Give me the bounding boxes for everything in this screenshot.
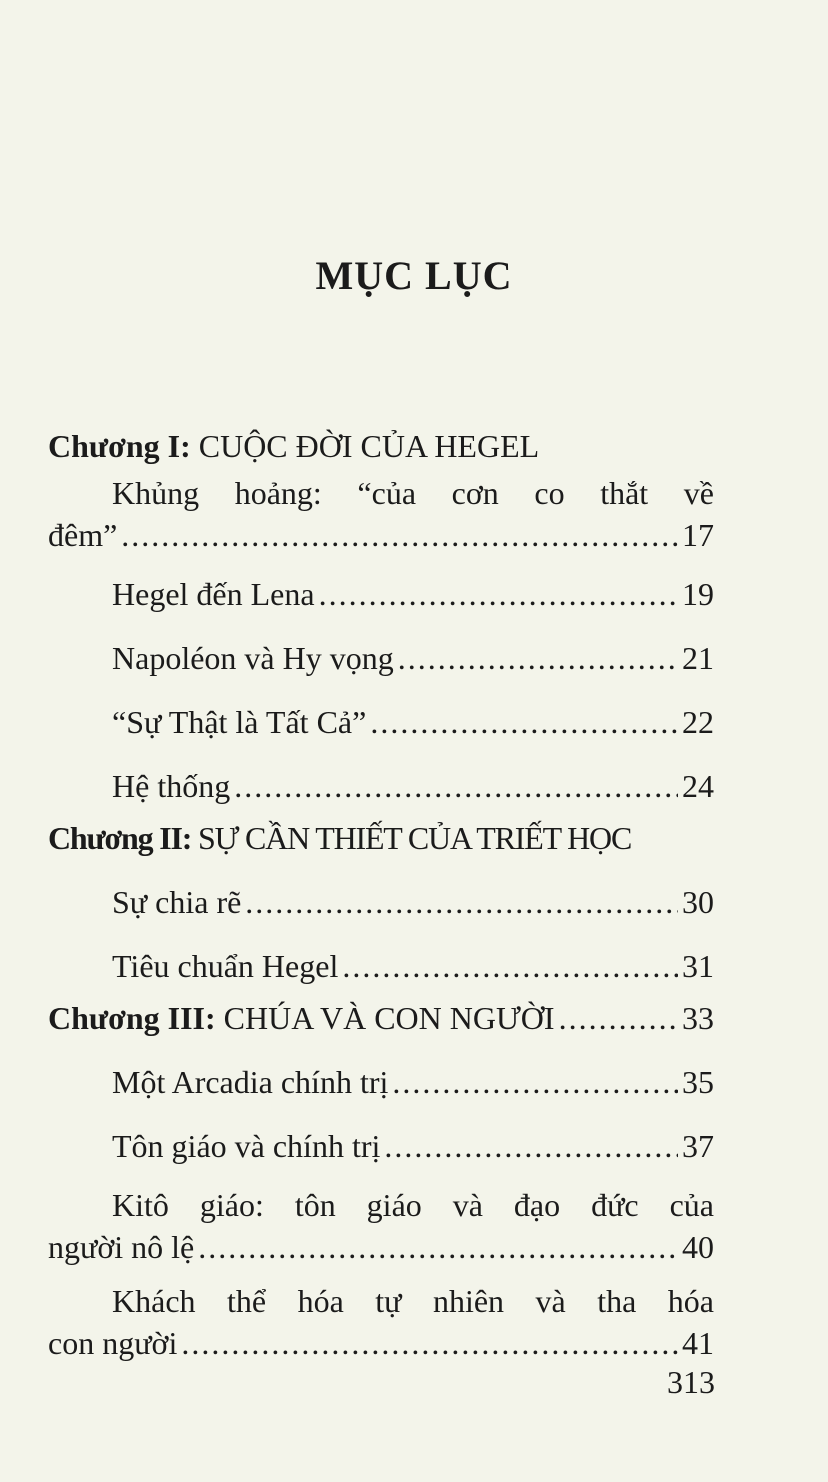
chapter-2-label: Chương II: xyxy=(48,820,192,856)
page-ref: 40 xyxy=(682,1229,714,1265)
page-ref: 33 xyxy=(682,1000,714,1036)
page-number: 313 xyxy=(667,1364,715,1400)
toc-entry-objectification-line2 xyxy=(48,1322,714,1364)
page-ref: 41 xyxy=(682,1325,714,1361)
leader-dots xyxy=(559,992,678,1044)
toc-entry-hegel-standard xyxy=(48,940,714,992)
toc-entry-text: Hegel đến Lena xyxy=(112,576,315,612)
chapter-1-heading xyxy=(48,420,714,472)
page-ref: 22 xyxy=(682,704,714,740)
toc-entry-christianity-line2 xyxy=(48,1226,714,1268)
toc-entry-text: Hệ thống xyxy=(112,768,231,804)
toc-entry-text: Tiêu chuẩn Hegel xyxy=(112,948,339,984)
toc-entry-text: Sự chia rẽ xyxy=(112,884,242,920)
leader-dots xyxy=(245,876,678,928)
toc-entry-crisis xyxy=(48,472,714,556)
leader-dots xyxy=(181,1322,678,1364)
page-ref: 35 xyxy=(682,1064,714,1100)
leader-dots xyxy=(384,1120,678,1172)
toc-entry-objectification-line1: Khách thể hóa tự nhiên và tha hóa xyxy=(112,1283,714,1319)
toc-entry-objectification xyxy=(48,1280,714,1364)
page-ref: 21 xyxy=(682,640,714,676)
toc-entry-napoleon xyxy=(48,632,714,684)
toc-entry-text: “Sự Thật là Tất Cả” xyxy=(112,704,367,740)
leader-dots xyxy=(370,696,678,748)
toc-entry-arcadia xyxy=(48,1056,714,1108)
toc-entry-text: con người xyxy=(48,1325,178,1361)
chapter-1-label: Chương I: xyxy=(48,428,191,464)
chapter-3-heading xyxy=(48,992,714,1044)
chapter-3-label: Chương III: xyxy=(48,1000,216,1036)
toc-entry-text: người nô lệ xyxy=(48,1229,195,1265)
page-ref: 17 xyxy=(682,517,714,553)
toc-entry-division xyxy=(48,876,714,928)
leader-dots xyxy=(121,514,678,556)
toc-entry-text: Tôn giáo và chính trị xyxy=(112,1128,381,1164)
chapter-3-title: CHÚA VÀ CON NGƯỜI xyxy=(223,1000,555,1036)
leader-dots xyxy=(392,1056,678,1108)
toc-entry-text: Napoléon và Hy vọng xyxy=(112,640,394,676)
page-ref: 37 xyxy=(682,1128,714,1164)
chapter-1-title: CUỘC ĐỜI CỦA HEGEL xyxy=(198,428,540,464)
page-ref: 24 xyxy=(682,768,714,804)
toc-entry-crisis-text: đêm” xyxy=(48,517,118,553)
table-of-contents xyxy=(48,416,714,1364)
toc-entry-crisis-line1: Khủng hoảng: “của cơn co thắt về xyxy=(112,475,714,511)
toc-entry-christianity xyxy=(48,1184,714,1268)
toc-entry-religion-politics xyxy=(48,1120,714,1172)
chapter-2-title: SỰ CẦN THIẾT CỦA TRIẾT HỌC xyxy=(198,820,632,856)
toc-entry-lena xyxy=(48,568,714,620)
leader-dots xyxy=(319,568,678,620)
toc-entry-system xyxy=(48,760,714,812)
toc-entry-text: Một Arcadia chính trị xyxy=(112,1064,389,1100)
leader-dots xyxy=(198,1226,678,1268)
toc-entry-christianity-line1: Kitô giáo: tôn giáo và đạo đức của xyxy=(112,1187,714,1223)
page-ref: 19 xyxy=(682,576,714,612)
leader-dots xyxy=(398,632,678,684)
page-ref: 30 xyxy=(682,884,714,920)
page-title: MỤC LỤC xyxy=(315,253,513,298)
chapter-2-heading xyxy=(48,812,714,864)
toc-entry-crisis-line2 xyxy=(48,514,714,556)
toc-entry-truth xyxy=(48,696,714,748)
leader-dots xyxy=(342,940,678,992)
page-ref: 31 xyxy=(682,948,714,984)
leader-dots xyxy=(234,760,678,812)
